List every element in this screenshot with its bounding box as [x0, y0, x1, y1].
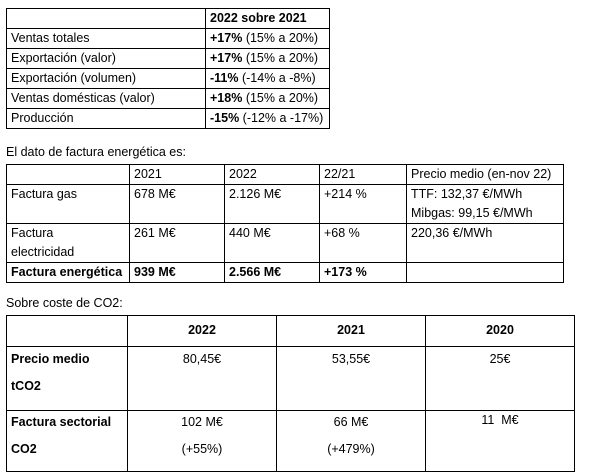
row-value	[206, 109, 330, 129]
table-row	[7, 109, 330, 129]
change-range: (15% a 20%)	[245, 91, 319, 105]
column-header: 2022 sobre 2021	[206, 9, 330, 29]
table-row	[7, 29, 330, 49]
row-label	[7, 224, 130, 263]
row-value	[206, 89, 330, 109]
table-header-row	[7, 316, 575, 347]
value-2022: 80,45€	[128, 347, 277, 411]
co2-cost-table	[6, 315, 575, 472]
table-row	[7, 69, 330, 89]
table-row	[7, 347, 575, 411]
table-row	[7, 411, 575, 472]
table-row	[7, 89, 330, 109]
price-cell: 220,36 €/MWh	[407, 224, 564, 263]
change-value: -11%	[210, 71, 239, 85]
empty-header-cell	[7, 316, 128, 347]
row-label-line: CO2	[11, 442, 37, 456]
value-main: 66 M€	[333, 415, 369, 429]
row-label: Exportación (valor)	[7, 49, 206, 69]
value-main: 102 M€	[181, 415, 223, 429]
value-2021: 261 M€	[130, 224, 225, 263]
row-label-line: electricidad	[11, 245, 75, 259]
table-row	[7, 49, 330, 69]
sales-summary-table	[6, 8, 330, 129]
change-range: (15% a 20%)	[245, 31, 319, 45]
value-2022: 2.566 M€	[225, 263, 320, 283]
value-2022: 440 M€	[225, 224, 320, 263]
value-2022: 2.126 M€	[225, 185, 320, 224]
column-header: 2022	[128, 316, 277, 347]
row-label: Ventas totales	[7, 29, 206, 49]
change-range: (-14% a -8%)	[241, 71, 316, 85]
price-line: TTF: 132,37 €/MWh	[411, 187, 523, 201]
ratio-value: +68 %	[320, 224, 407, 263]
table-row	[7, 224, 564, 263]
ratio-value: +173 %	[320, 263, 407, 283]
row-value	[206, 69, 330, 89]
row-label: Factura gas	[7, 185, 130, 224]
row-label-line: Precio medio	[11, 352, 90, 366]
value-2020: 25€	[426, 347, 575, 411]
price-cell	[407, 185, 564, 224]
change-value: +17%	[210, 31, 243, 45]
row-label	[7, 411, 128, 472]
row-label-line: Factura sectorial	[11, 415, 112, 429]
table-row	[7, 185, 564, 224]
price-line: Mibgas: 99,15 €/MWh	[411, 206, 533, 220]
table-header-row	[7, 9, 330, 29]
row-label: Factura energética	[7, 263, 130, 283]
row-value	[206, 29, 330, 49]
row-label-line: tCO2	[11, 379, 41, 393]
column-header: 2020	[426, 316, 575, 347]
column-header: 2021	[130, 165, 225, 185]
change-value: -15%	[210, 111, 240, 125]
row-label: Exportación (volumen)	[7, 69, 206, 89]
value-2021: 53,55€	[277, 347, 426, 411]
column-header: 2022	[225, 165, 320, 185]
row-label: Ventas domésticas (valor)	[7, 89, 206, 109]
value-change: (+55%)	[181, 442, 223, 456]
column-header: 22/21	[320, 165, 407, 185]
table-row	[7, 263, 564, 283]
energy-bill-table	[6, 164, 564, 283]
value-2020: 11 M€	[426, 411, 575, 472]
change-value: +18%	[210, 91, 243, 105]
value-change: (+479%)	[327, 442, 375, 456]
row-label	[7, 347, 128, 411]
value-2022	[128, 411, 277, 472]
price-cell	[407, 263, 564, 283]
row-label-line: Factura	[11, 226, 54, 240]
value-2021: 678 M€	[130, 185, 225, 224]
value-2021	[277, 411, 426, 472]
row-label: Producción	[7, 109, 206, 129]
change-value: +17%	[210, 51, 243, 65]
energy-bill-caption: El dato de factura energética es:	[6, 145, 186, 159]
change-range: (15% a 20%)	[245, 51, 319, 65]
co2-cost-caption: Sobre coste de CO2:	[6, 296, 123, 310]
column-header: Precio medio (en-nov 22)	[407, 165, 564, 185]
change-range: (-12% a -17%)	[242, 111, 324, 125]
empty-header-cell	[7, 9, 206, 29]
row-value	[206, 49, 330, 69]
column-header: 2021	[277, 316, 426, 347]
value-2021: 939 M€	[130, 263, 225, 283]
ratio-value: +214 %	[320, 185, 407, 224]
empty-header-cell	[7, 165, 130, 185]
table-header-row	[7, 165, 564, 185]
